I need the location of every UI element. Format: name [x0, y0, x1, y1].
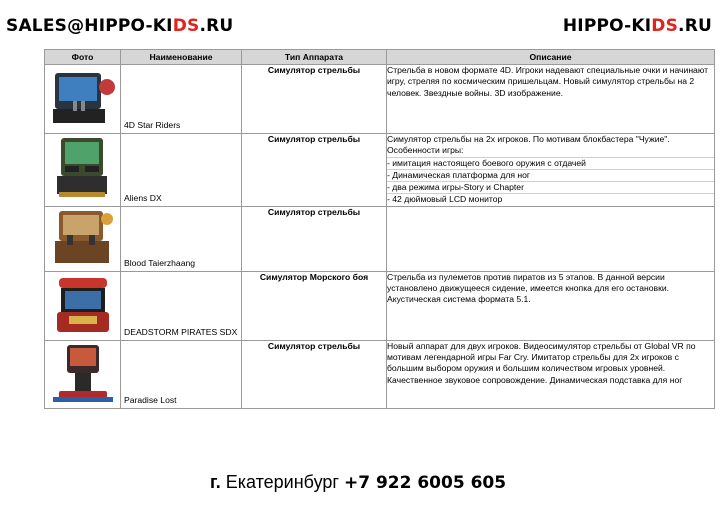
- catalog-table: [44, 49, 715, 409]
- table-row: [45, 340, 715, 408]
- site-prefix: HIPPO-KI: [562, 16, 652, 36]
- table-row: [45, 65, 715, 134]
- city-prefix: г.: [210, 472, 221, 492]
- description-line: - Динамическая платформа для ног: [387, 170, 714, 182]
- table-row: [45, 271, 715, 340]
- arcade-machine-icon: [45, 65, 121, 131]
- product-name: Paradise Lost: [124, 394, 177, 405]
- description-line: - имитация настоящего боевого оружия с отдачей: [387, 158, 714, 170]
- sales-email[interactable]: [6, 16, 233, 36]
- product-photo: [45, 206, 121, 271]
- phone-number[interactable]: +7 922 6005 605: [343, 473, 507, 493]
- product-name-cell: [121, 65, 242, 134]
- product-photo: [45, 134, 121, 207]
- arcade-machine-icon: [45, 341, 121, 406]
- col-header-description: Описание: [387, 50, 715, 65]
- product-description: [387, 134, 715, 207]
- product-name-cell: [121, 340, 242, 408]
- description-line: Симулятор стрельбы на 2х игроков. По мотивам блокбастера "Чужие". Особенности игры:: [387, 134, 714, 158]
- site-url[interactable]: [563, 16, 712, 36]
- product-type: Симулятор стрельбы: [242, 206, 387, 271]
- product-photo: [45, 271, 121, 340]
- product-name-cell: [121, 134, 242, 207]
- product-name: DEADSTORM PIRATES SDX: [124, 326, 238, 337]
- product-description: Стрельба из пулеметов против пиратов из 5 этапов. В данной версии установлено движущееся сидение, имеется кнопка для его остановки. Акустическая система формата 5.1.: [387, 271, 715, 340]
- table-header-row: [45, 50, 715, 65]
- product-name-cell: [121, 206, 242, 271]
- arcade-machine-icon: [45, 207, 121, 269]
- arcade-machine-icon: [45, 272, 121, 338]
- product-photo: [45, 340, 121, 408]
- description-line: - два режима игры-Story и Chapter: [387, 182, 714, 194]
- col-header-photo: Фото: [45, 50, 121, 65]
- product-name: Aliens DX: [124, 192, 162, 203]
- product-type: Симулятор стрельбы: [242, 65, 387, 134]
- col-header-name: Наименование: [121, 50, 242, 65]
- email-prefix: SALES@HIPPO-KI: [6, 16, 173, 36]
- site-suffix: .RU: [678, 16, 712, 36]
- email-ds: DS: [172, 16, 200, 36]
- product-name-cell: [121, 271, 242, 340]
- product-name: Blood Taierzhaang: [124, 257, 196, 268]
- table-row: [45, 206, 715, 271]
- product-type: Симулятор стрельбы: [242, 340, 387, 408]
- product-name: 4D Star Riders: [124, 120, 181, 130]
- product-description: [387, 206, 715, 271]
- product-type: Симулятор Морского боя: [242, 271, 387, 340]
- footer-contact: [210, 472, 506, 493]
- email-suffix: .RU: [199, 16, 234, 36]
- product-photo: [45, 65, 121, 134]
- product-type: Симулятор стрельбы: [242, 134, 387, 207]
- site-ds: DS: [651, 16, 679, 36]
- city-name: Екатеринбург: [220, 472, 344, 492]
- description-line: - 42 дюймовый LCD монитор: [387, 194, 503, 205]
- product-description: Стрельба в новом формате 4D. Игроки надевают специальные очки и начинают игру, стреляя по космическим пришельцам. Новый симулятор стрельбы на 2 человек. Звездные войны. 3D изображение.: [387, 65, 715, 134]
- col-header-type: Тип Аппарата: [242, 50, 387, 65]
- product-description: Новый аппарат для двух игроков. Видеосимулятор стрельбы от Global VR по мотивам легендарной игры Far Cry. Имитатор стрельбы для 2х игроков с большим выбором оружия и большим количеством игровых уровней. Качественное звуковое сопровождение. Динамическая подставка для ног: [387, 340, 715, 408]
- table-row: [45, 134, 715, 207]
- arcade-machine-icon: [45, 134, 121, 200]
